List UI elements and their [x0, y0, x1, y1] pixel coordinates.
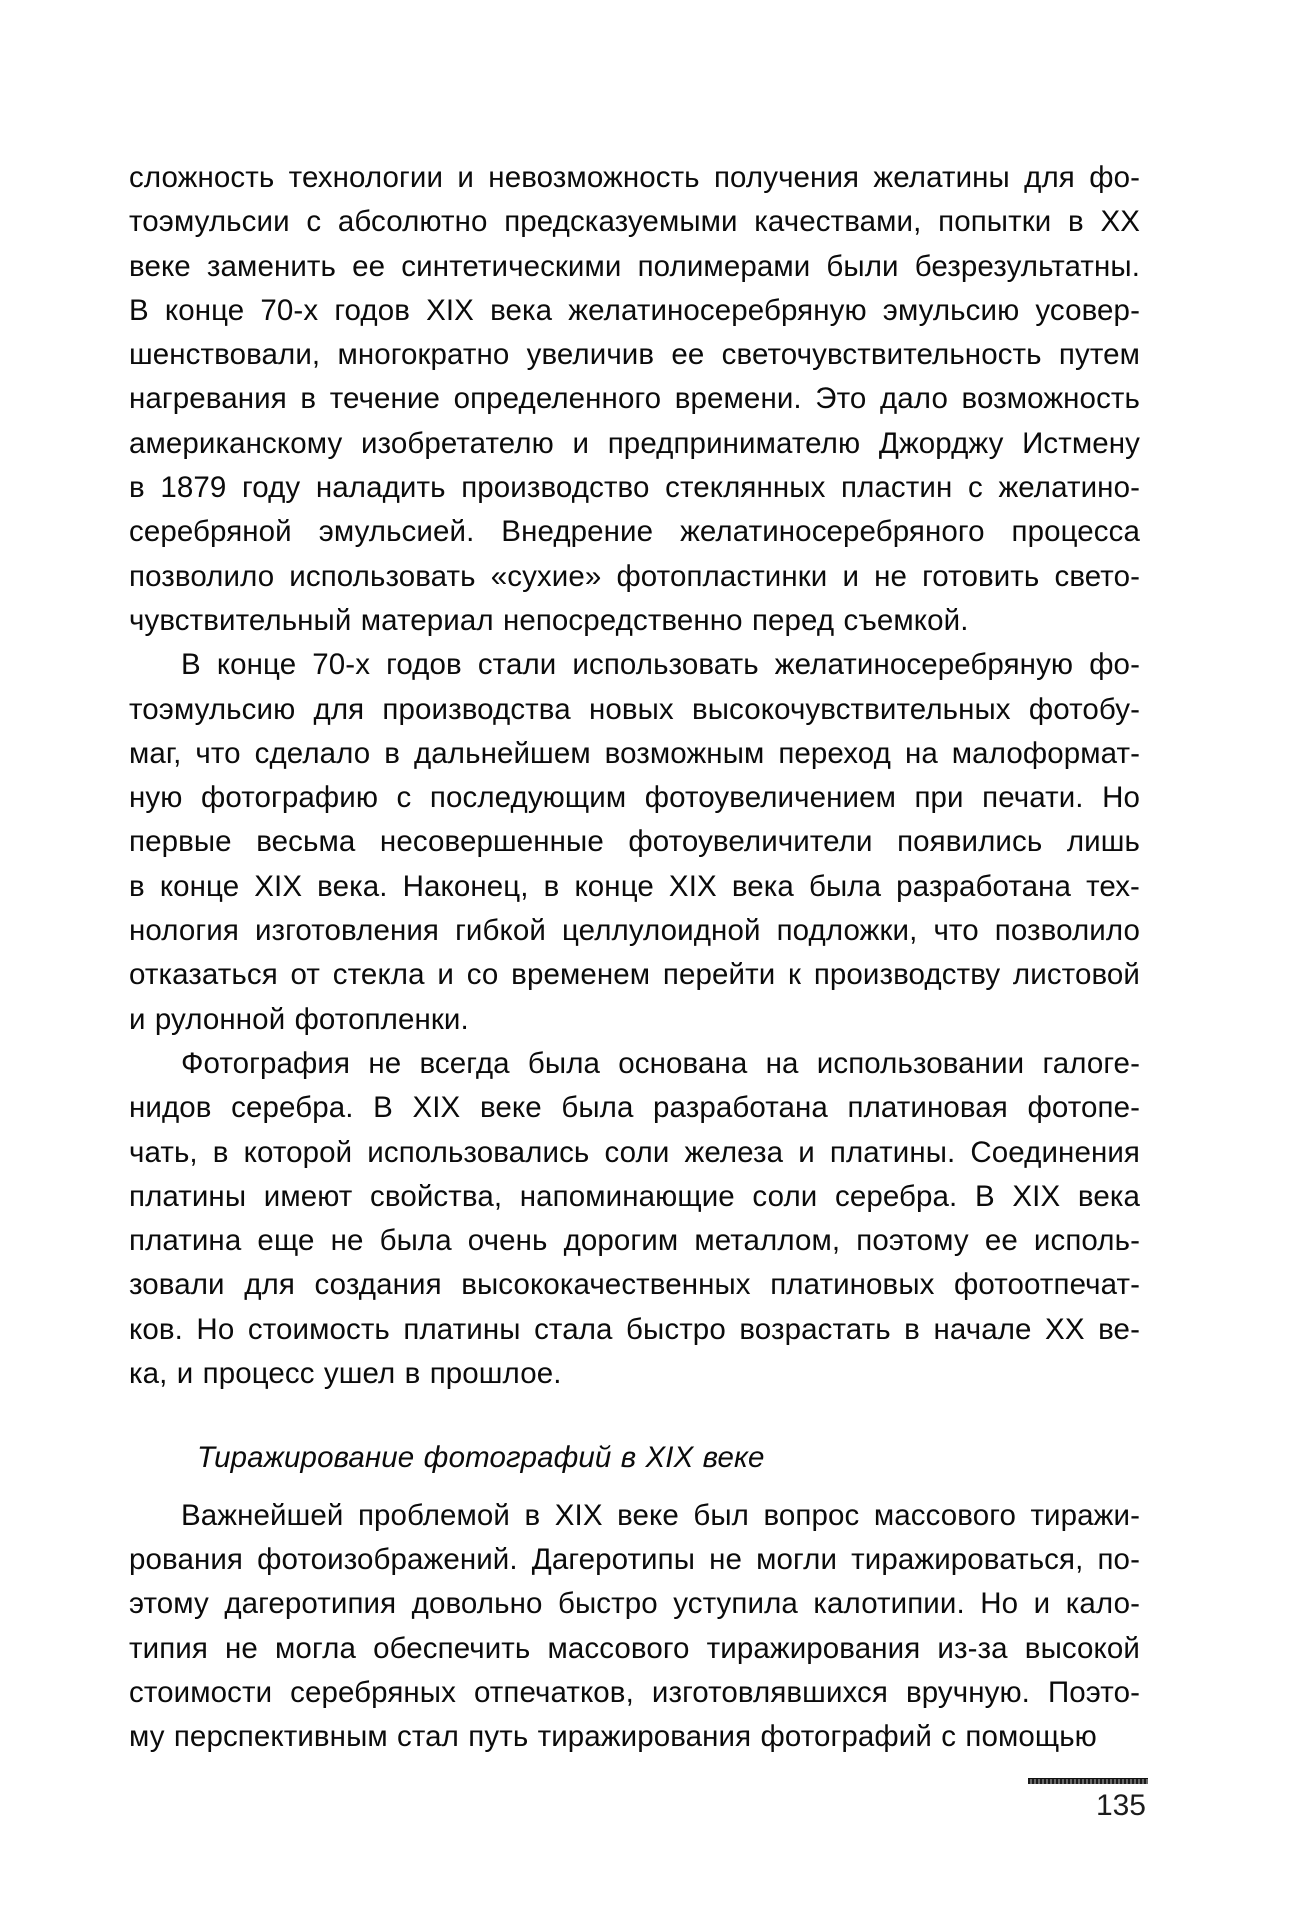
text-line: ную фотографию с последующим фотоувеличением при печати. Но: [129, 781, 1140, 815]
section-heading: [129, 1436, 1140, 1480]
text-line: сложность технологии и невозможность получения желатины для фо-: [129, 161, 1140, 194]
text-line: Важнейшей проблемой в XIX веке был вопрос массового тиражи-: [181, 1498, 1140, 1532]
text-line: платины имеют свойства, напоминающие соли серебра. В XIX века: [129, 1179, 1140, 1213]
section-heading-line: Тиражирование фотографий в XIX веке: [197, 1441, 765, 1475]
text-line: отказаться от стекла и со временем перейти к производству листовой: [129, 958, 1140, 992]
text-line: Фотография не всегда была основана на использовании галоге-: [181, 1046, 1140, 1080]
paragraph: [129, 643, 1140, 1042]
text-line: в конце XIX века. Наконец, в конце XIX века была разработана тех-: [129, 869, 1140, 903]
text-line: ка, и процесс ушел в прошлое.: [129, 1357, 562, 1391]
text-line: шенствовали, многократно увеличив ее светочувствительность путем: [129, 338, 1140, 372]
text-line: в 1879 году наладить производство стеклянных пластин с желатино-: [129, 471, 1140, 505]
text-line: В конце 70-х годов XIX века желатиносеребряную эмульсию усовер-: [129, 293, 1140, 327]
text-line: чувствительный материал непосредственно перед съемкой.: [129, 603, 969, 637]
text-line: американскому изобретателю и предпринимателю Джорджу Истмену: [129, 426, 1140, 460]
text-line: тоэмульсию для производства новых высокочувствительных фотобу-: [129, 692, 1140, 726]
paragraph: [129, 1494, 1140, 1760]
text-line: нология изготовления гибкой целлулоидной подложки, что позволило: [129, 914, 1140, 948]
text-line: му перспективным стал путь тиражирования фотографий с помощью: [129, 1720, 1097, 1754]
text-line: зовали для создания высококачественных платиновых фотоотпечат-: [129, 1268, 1140, 1302]
text-line: маг, что сделало в дальнейшем возможным переход на малоформат-: [129, 736, 1140, 770]
text-line: ков. Но стоимость платины стала быстро возрастать в начале XX ве-: [129, 1312, 1140, 1346]
text-line: платина еще не была очень дорогим металлом, поэтому ее исполь-: [129, 1224, 1140, 1258]
text-line: позволило использовать «сухие» фотопластинки и не готовить свето-: [129, 559, 1140, 593]
text-line: и рулонной фотопленки.: [129, 1002, 469, 1036]
text-line: этому дагеротипия довольно быстро уступила калотипии. Но и кало-: [129, 1587, 1140, 1621]
text-line: серебряной эмульсией. Внедрение желатиносеребряного процесса: [129, 515, 1140, 549]
footer-rule: [1028, 1778, 1148, 1784]
text-line: нидов серебра. В XIX веке была разработана платиновая фотопе-: [129, 1091, 1140, 1125]
text-line: веке заменить ее синтетическими полимерами были безрезультатны.: [129, 249, 1140, 283]
text-line: чать, в которой использовались соли железа и платины. Соединения: [129, 1135, 1140, 1169]
text-line: первые весьма несовершенные фотоувеличители появились лишь: [129, 825, 1140, 859]
text-line: рования фотоизображений. Дагеротипы не могли тиражироваться, по-: [129, 1542, 1140, 1576]
paragraph: [129, 1042, 1140, 1396]
paragraph: [129, 156, 1140, 643]
text-line: типия не могла обеспечить массового тиражирования из-за высокой: [129, 1631, 1140, 1665]
text-line: В конце 70-х годов стали использовать желатиносеребряную фо-: [181, 648, 1140, 682]
page-number: 135: [1095, 1789, 1146, 1822]
text-block: [129, 156, 1140, 1759]
text-line: тоэмульсии с абсолютно предсказуемыми качествами, попытки в XX: [129, 205, 1140, 239]
text-line: нагревания в течение определенного времени. Это дало возможность: [129, 382, 1140, 416]
text-line: стоимости серебряных отпечатков, изготовлявшихся вручную. Поэто-: [129, 1675, 1140, 1709]
